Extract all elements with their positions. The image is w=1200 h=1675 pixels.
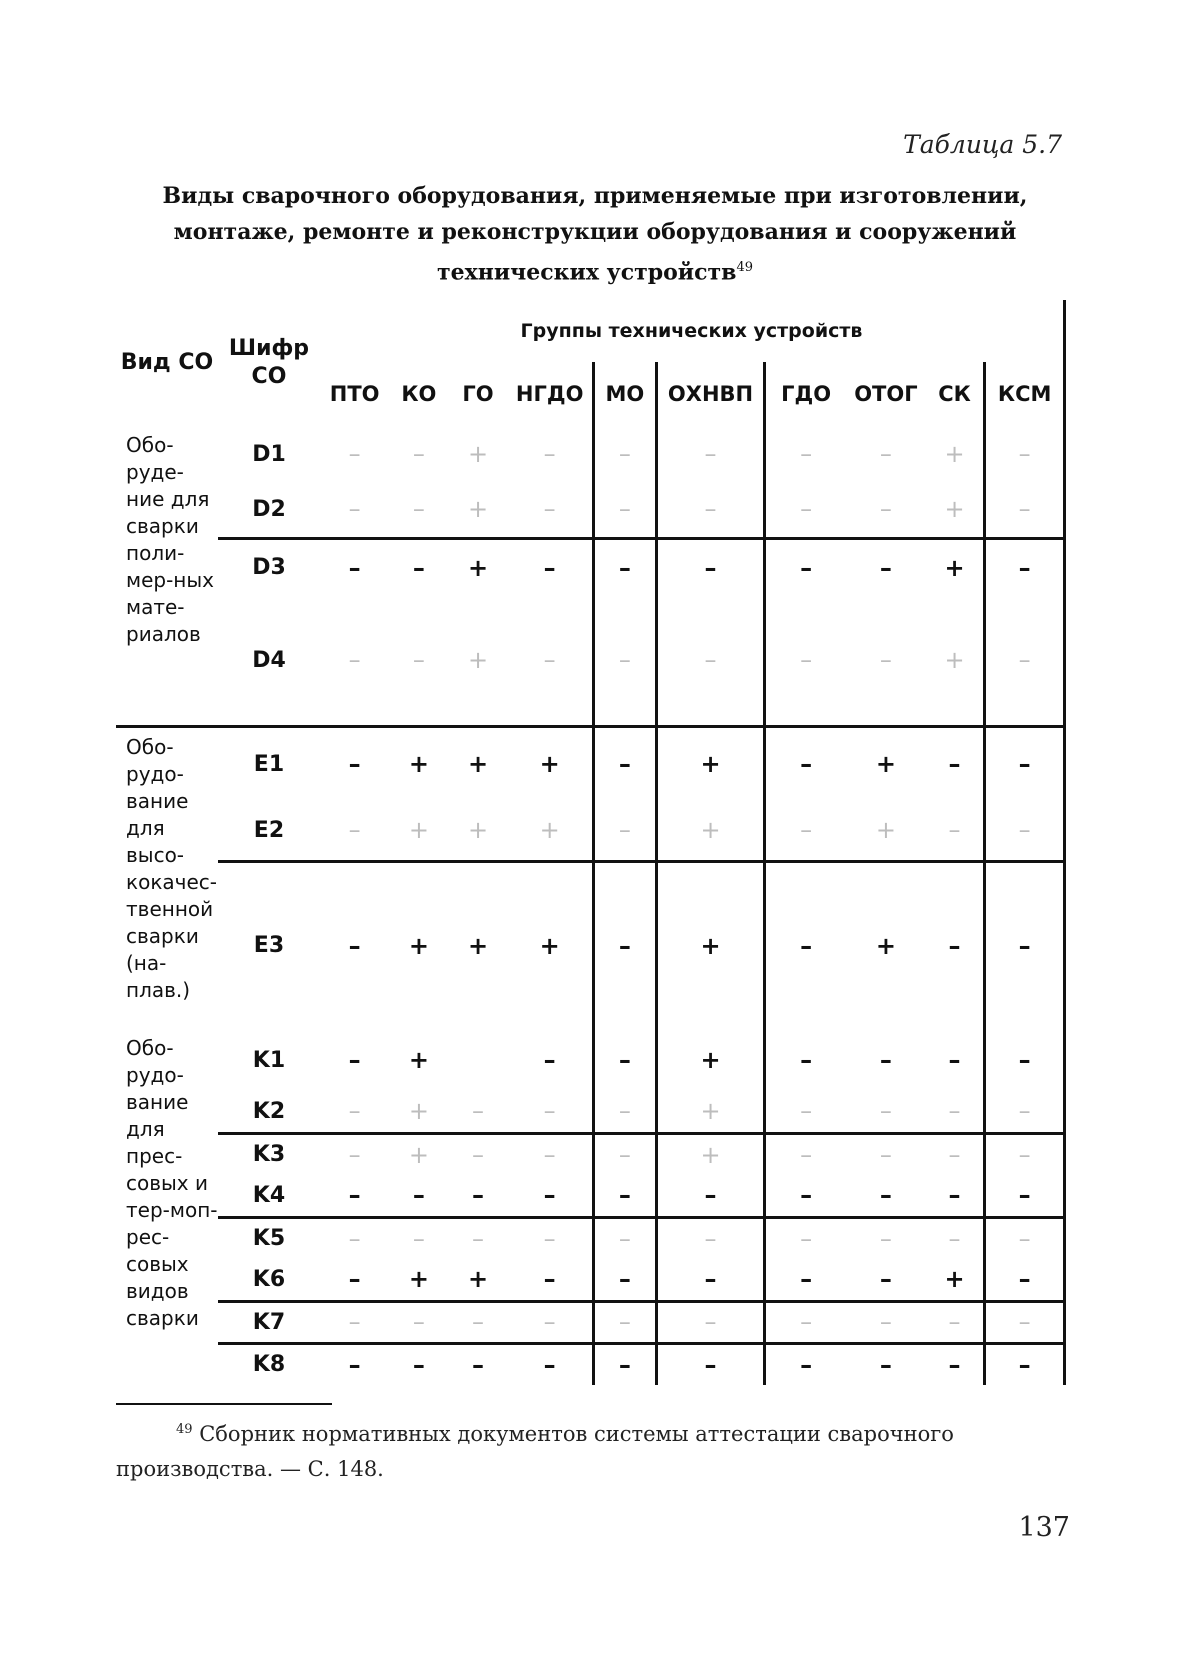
cell-ко: +	[408, 1097, 429, 1126]
table-row	[116, 1301, 1065, 1343]
table-row	[116, 538, 1065, 596]
cell-пто: –	[348, 1181, 361, 1210]
cell-мо: –	[593, 482, 656, 538]
cell-пто: –	[348, 440, 361, 468]
cell-ксм: –	[985, 1343, 1065, 1385]
cell-го: +	[467, 1265, 489, 1294]
cell-гдо: –	[800, 1265, 813, 1294]
table-row	[116, 1259, 1065, 1301]
row-code: K2	[252, 1098, 286, 1124]
header-group: ОТОГ	[854, 382, 918, 406]
cell-мо: –	[593, 538, 656, 596]
cell-пто: –	[348, 1265, 361, 1294]
cell-ко: –	[389, 1217, 448, 1259]
cell-отог: +	[846, 861, 926, 1029]
vid-high-quality: Обо-рудо-вание для высо-кокачес-твенной сварки (на-плав.)	[116, 726, 218, 1029]
cell-отог: –	[879, 1046, 892, 1074]
header-row-groups	[116, 300, 1065, 362]
cell-гдо: –	[800, 1181, 813, 1210]
table-row	[116, 1091, 1065, 1133]
table-caption: Таблица 5.7	[903, 130, 1062, 159]
cell-отог: –	[846, 1133, 926, 1175]
cell-гдо: –	[800, 440, 813, 468]
cell-отог: –	[879, 1265, 892, 1294]
cell-ксм: –	[985, 1091, 1065, 1133]
row-code: K5	[218, 1217, 320, 1259]
cell-нгдо: –	[508, 1133, 594, 1175]
cell-гдо: –	[765, 1217, 847, 1259]
title-line-2: монтаже, ремонте и реконструкции оборудования и сооружений	[173, 219, 1017, 245]
row-code: D2	[252, 496, 286, 522]
table-row	[116, 801, 1065, 861]
cell-ск: –	[926, 1343, 985, 1385]
cell-ксм: –	[985, 1029, 1065, 1091]
cell-ск: +	[944, 440, 965, 468]
row-code: K8	[218, 1343, 320, 1385]
cell-гдо: –	[800, 1046, 813, 1074]
table-row	[116, 596, 1065, 726]
footnote-rule	[116, 1403, 332, 1405]
cell-ск: –	[926, 1217, 985, 1259]
cell-ксм: –	[985, 596, 1065, 726]
cell-ксм: –	[985, 538, 1065, 596]
cell-ск: +	[944, 495, 965, 524]
row-code: K4	[252, 1182, 286, 1208]
cell-пто: –	[320, 1343, 389, 1385]
cell-ск: –	[926, 861, 985, 1029]
table-row	[116, 1029, 1065, 1091]
cell-ск: +	[926, 538, 985, 596]
cell-го: –	[472, 1181, 485, 1210]
cell-охнвп: +	[656, 861, 764, 1029]
cell-гдо: –	[765, 1343, 847, 1385]
cell-охнвп: +	[656, 1091, 764, 1133]
cell-ко: –	[389, 1343, 448, 1385]
title-line-3	[150, 250, 1040, 290]
cell-отог: +	[875, 816, 896, 845]
cell-гдо: –	[800, 1097, 813, 1126]
cell-отог: –	[879, 440, 892, 468]
cell-нгдо: +	[508, 861, 594, 1029]
cell-го	[448, 1029, 507, 1091]
table-row	[116, 482, 1065, 538]
cell-пто: –	[348, 816, 361, 845]
cell-нгдо: –	[543, 1181, 556, 1210]
cell-ксм: –	[985, 1175, 1065, 1217]
cell-ко: +	[389, 726, 448, 801]
cell-ск: –	[926, 1301, 985, 1343]
header-groups: Группы технических устройств	[320, 300, 1065, 362]
header-group: КСМ	[985, 362, 1065, 426]
cell-отог: –	[879, 646, 892, 675]
cell-мо: –	[593, 1217, 656, 1259]
cell-пто: –	[320, 1301, 389, 1343]
cell-пто: –	[320, 861, 389, 1029]
cell-нгдо: –	[543, 440, 556, 468]
welding-equipment-table	[116, 300, 1066, 1385]
cell-пто: –	[348, 1097, 361, 1126]
cell-пто: –	[320, 538, 389, 596]
row-code: K6	[252, 1266, 286, 1292]
cell-отог: +	[846, 726, 926, 801]
cell-ск: +	[944, 646, 965, 675]
vid-press: Обо-рудо-вание для прес-совых и тер-моп-рес-совых видов сварки	[126, 1036, 218, 1330]
cell-охнвп: +	[656, 801, 764, 861]
cell-отог: –	[879, 1181, 892, 1210]
row-code: E2	[253, 817, 285, 843]
cell-гдо: –	[800, 495, 813, 524]
cell-нгдо: +	[508, 726, 594, 801]
title-line-3-text: технических устройств	[437, 259, 737, 286]
table-row	[116, 426, 1065, 482]
row-code: K7	[218, 1301, 320, 1343]
cell-пто: –	[348, 1046, 361, 1074]
cell-го: –	[472, 1097, 485, 1126]
cell-го: +	[448, 726, 507, 801]
cell-ксм: –	[985, 1217, 1065, 1259]
cell-охнвп: –	[656, 482, 764, 538]
cell-ск: –	[926, 1133, 985, 1175]
cell-го: –	[448, 1133, 507, 1175]
cell-го: +	[448, 538, 507, 596]
cell-пто: –	[320, 726, 389, 801]
cell-го: –	[448, 1343, 507, 1385]
cell-гдо: –	[765, 1133, 847, 1175]
cell-нгдо: –	[543, 495, 556, 524]
cell-мо: –	[593, 1301, 656, 1343]
cell-нгдо: +	[539, 816, 560, 845]
row-code: K3	[218, 1133, 320, 1175]
footnote	[116, 1412, 1070, 1487]
cell-ск: +	[944, 1265, 965, 1294]
cell-отог: –	[879, 495, 892, 524]
cell-гдо: –	[765, 1301, 847, 1343]
cell-нгдо: –	[508, 1217, 594, 1259]
cell-гдо: –	[800, 816, 813, 845]
table-row	[116, 1343, 1065, 1385]
footnote-number: 49	[176, 1422, 193, 1437]
cell-нгдо: –	[508, 1301, 594, 1343]
table-body	[116, 300, 1065, 1385]
table-row	[116, 726, 1065, 801]
header-group: МО	[593, 362, 656, 426]
cell-ксм: –	[985, 861, 1065, 1029]
cell-мо: –	[593, 426, 656, 482]
cell-гдо: –	[765, 726, 847, 801]
cell-мо: –	[593, 801, 656, 861]
cell-ко: –	[412, 495, 425, 524]
cell-нгдо: –	[508, 538, 594, 596]
cell-ко: +	[389, 1133, 448, 1175]
row-code: K1	[252, 1047, 286, 1073]
cell-ксм: –	[985, 1259, 1065, 1301]
page-number: 137	[1018, 1512, 1070, 1543]
cell-мо: –	[593, 1259, 656, 1301]
cell-пто: –	[348, 646, 361, 675]
cell-ксм: –	[985, 726, 1065, 801]
cell-нгдо: –	[543, 1097, 556, 1126]
cell-го: –	[448, 1301, 507, 1343]
table-row	[116, 861, 1065, 1029]
cell-охнвп: +	[656, 1029, 764, 1091]
cell-отог: –	[846, 538, 926, 596]
cell-нгдо: –	[543, 1265, 556, 1294]
cell-охнвп: –	[656, 1343, 764, 1385]
cell-ко: –	[412, 646, 425, 675]
cell-гдо: –	[765, 861, 847, 1029]
cell-ко: +	[408, 816, 429, 845]
cell-охнвп: –	[656, 1175, 764, 1217]
cell-гдо: –	[800, 646, 813, 675]
cell-ксм: –	[985, 801, 1065, 861]
header-group: НГДО	[515, 382, 584, 406]
cell-нгдо: –	[543, 646, 556, 675]
cell-мо: –	[593, 1091, 656, 1133]
cell-охнвп: –	[656, 1217, 764, 1259]
cell-ск: –	[948, 1046, 961, 1074]
cell-го: +	[448, 861, 507, 1029]
row-code: D3	[218, 538, 320, 596]
cell-го: +	[467, 440, 489, 468]
cell-охнвп: –	[656, 596, 764, 726]
cell-гдо: –	[765, 538, 847, 596]
cell-мо: –	[593, 861, 656, 1029]
cell-го: +	[467, 646, 489, 675]
header-group: ГДО	[781, 382, 832, 406]
title-line-1: Виды сварочного оборудования, применяемые при изготовлении,	[162, 183, 1028, 209]
header-code: Шифр СО	[228, 336, 310, 389]
header-group: ОХНВП	[656, 362, 764, 426]
cell-го: +	[467, 816, 489, 845]
cell-ск: –	[948, 816, 961, 845]
table-row	[116, 1175, 1065, 1217]
cell-охнвп: –	[656, 1301, 764, 1343]
cell-охнвп: –	[656, 1259, 764, 1301]
cell-мо: –	[593, 1175, 656, 1217]
cell-го: +	[467, 495, 489, 524]
cell-мо: –	[593, 1029, 656, 1091]
row-code: D1	[252, 441, 286, 467]
cell-ко: –	[389, 538, 448, 596]
footnote-text-1: Сборник нормативных документов системы аттестации сварочного	[192, 1422, 954, 1446]
table-title	[150, 178, 1040, 290]
header-group: СК	[938, 382, 971, 406]
header-group: ПТО	[329, 382, 380, 406]
cell-отог: –	[846, 1301, 926, 1343]
row-code: E3	[218, 861, 320, 1029]
cell-охнвп: +	[656, 1133, 764, 1175]
footnote-line-2: производства. — С. 148.	[116, 1457, 384, 1481]
cell-ксм: –	[985, 1133, 1065, 1175]
cell-ко: +	[389, 861, 448, 1029]
cell-ксм: –	[985, 482, 1065, 538]
row-code: D4	[252, 647, 286, 673]
title-footnote-ref: 49	[736, 260, 753, 275]
cell-пто: –	[320, 1133, 389, 1175]
cell-охнвп: –	[656, 538, 764, 596]
row-code: E1	[218, 726, 320, 801]
cell-ко: –	[412, 440, 425, 468]
cell-ко: +	[408, 1265, 429, 1294]
cell-ск: –	[926, 726, 985, 801]
cell-ск: –	[948, 1097, 961, 1126]
cell-мо: –	[593, 1133, 656, 1175]
cell-мо: –	[593, 596, 656, 726]
cell-отог: –	[846, 1343, 926, 1385]
vid-polymer: Обо-руде-ние для сварки поли-мер-ных мате-риалов	[126, 433, 215, 646]
header-vid: Вид СО	[120, 350, 214, 375]
cell-пто: –	[348, 495, 361, 524]
cell-ко: +	[408, 1046, 429, 1074]
header-group: ГО	[462, 382, 494, 406]
cell-нгдо: –	[508, 1343, 594, 1385]
cell-ко: –	[389, 1301, 448, 1343]
cell-ксм: –	[985, 1301, 1065, 1343]
cell-ксм: –	[985, 426, 1065, 482]
cell-ск: –	[948, 1181, 961, 1210]
cell-ко: –	[412, 1181, 425, 1210]
cell-мо: –	[593, 1343, 656, 1385]
cell-мо: –	[593, 726, 656, 801]
footnote-line-1	[116, 1412, 1070, 1452]
cell-отог: –	[879, 1097, 892, 1126]
cell-отог: –	[846, 1217, 926, 1259]
cell-охнвп: +	[656, 726, 764, 801]
cell-го: –	[448, 1217, 507, 1259]
table-row	[116, 1133, 1065, 1175]
cell-пто: –	[320, 1217, 389, 1259]
table-row	[116, 1217, 1065, 1259]
header-group: КО	[401, 382, 437, 406]
cell-охнвп: –	[656, 426, 764, 482]
cell-нгдо: –	[543, 1046, 556, 1074]
